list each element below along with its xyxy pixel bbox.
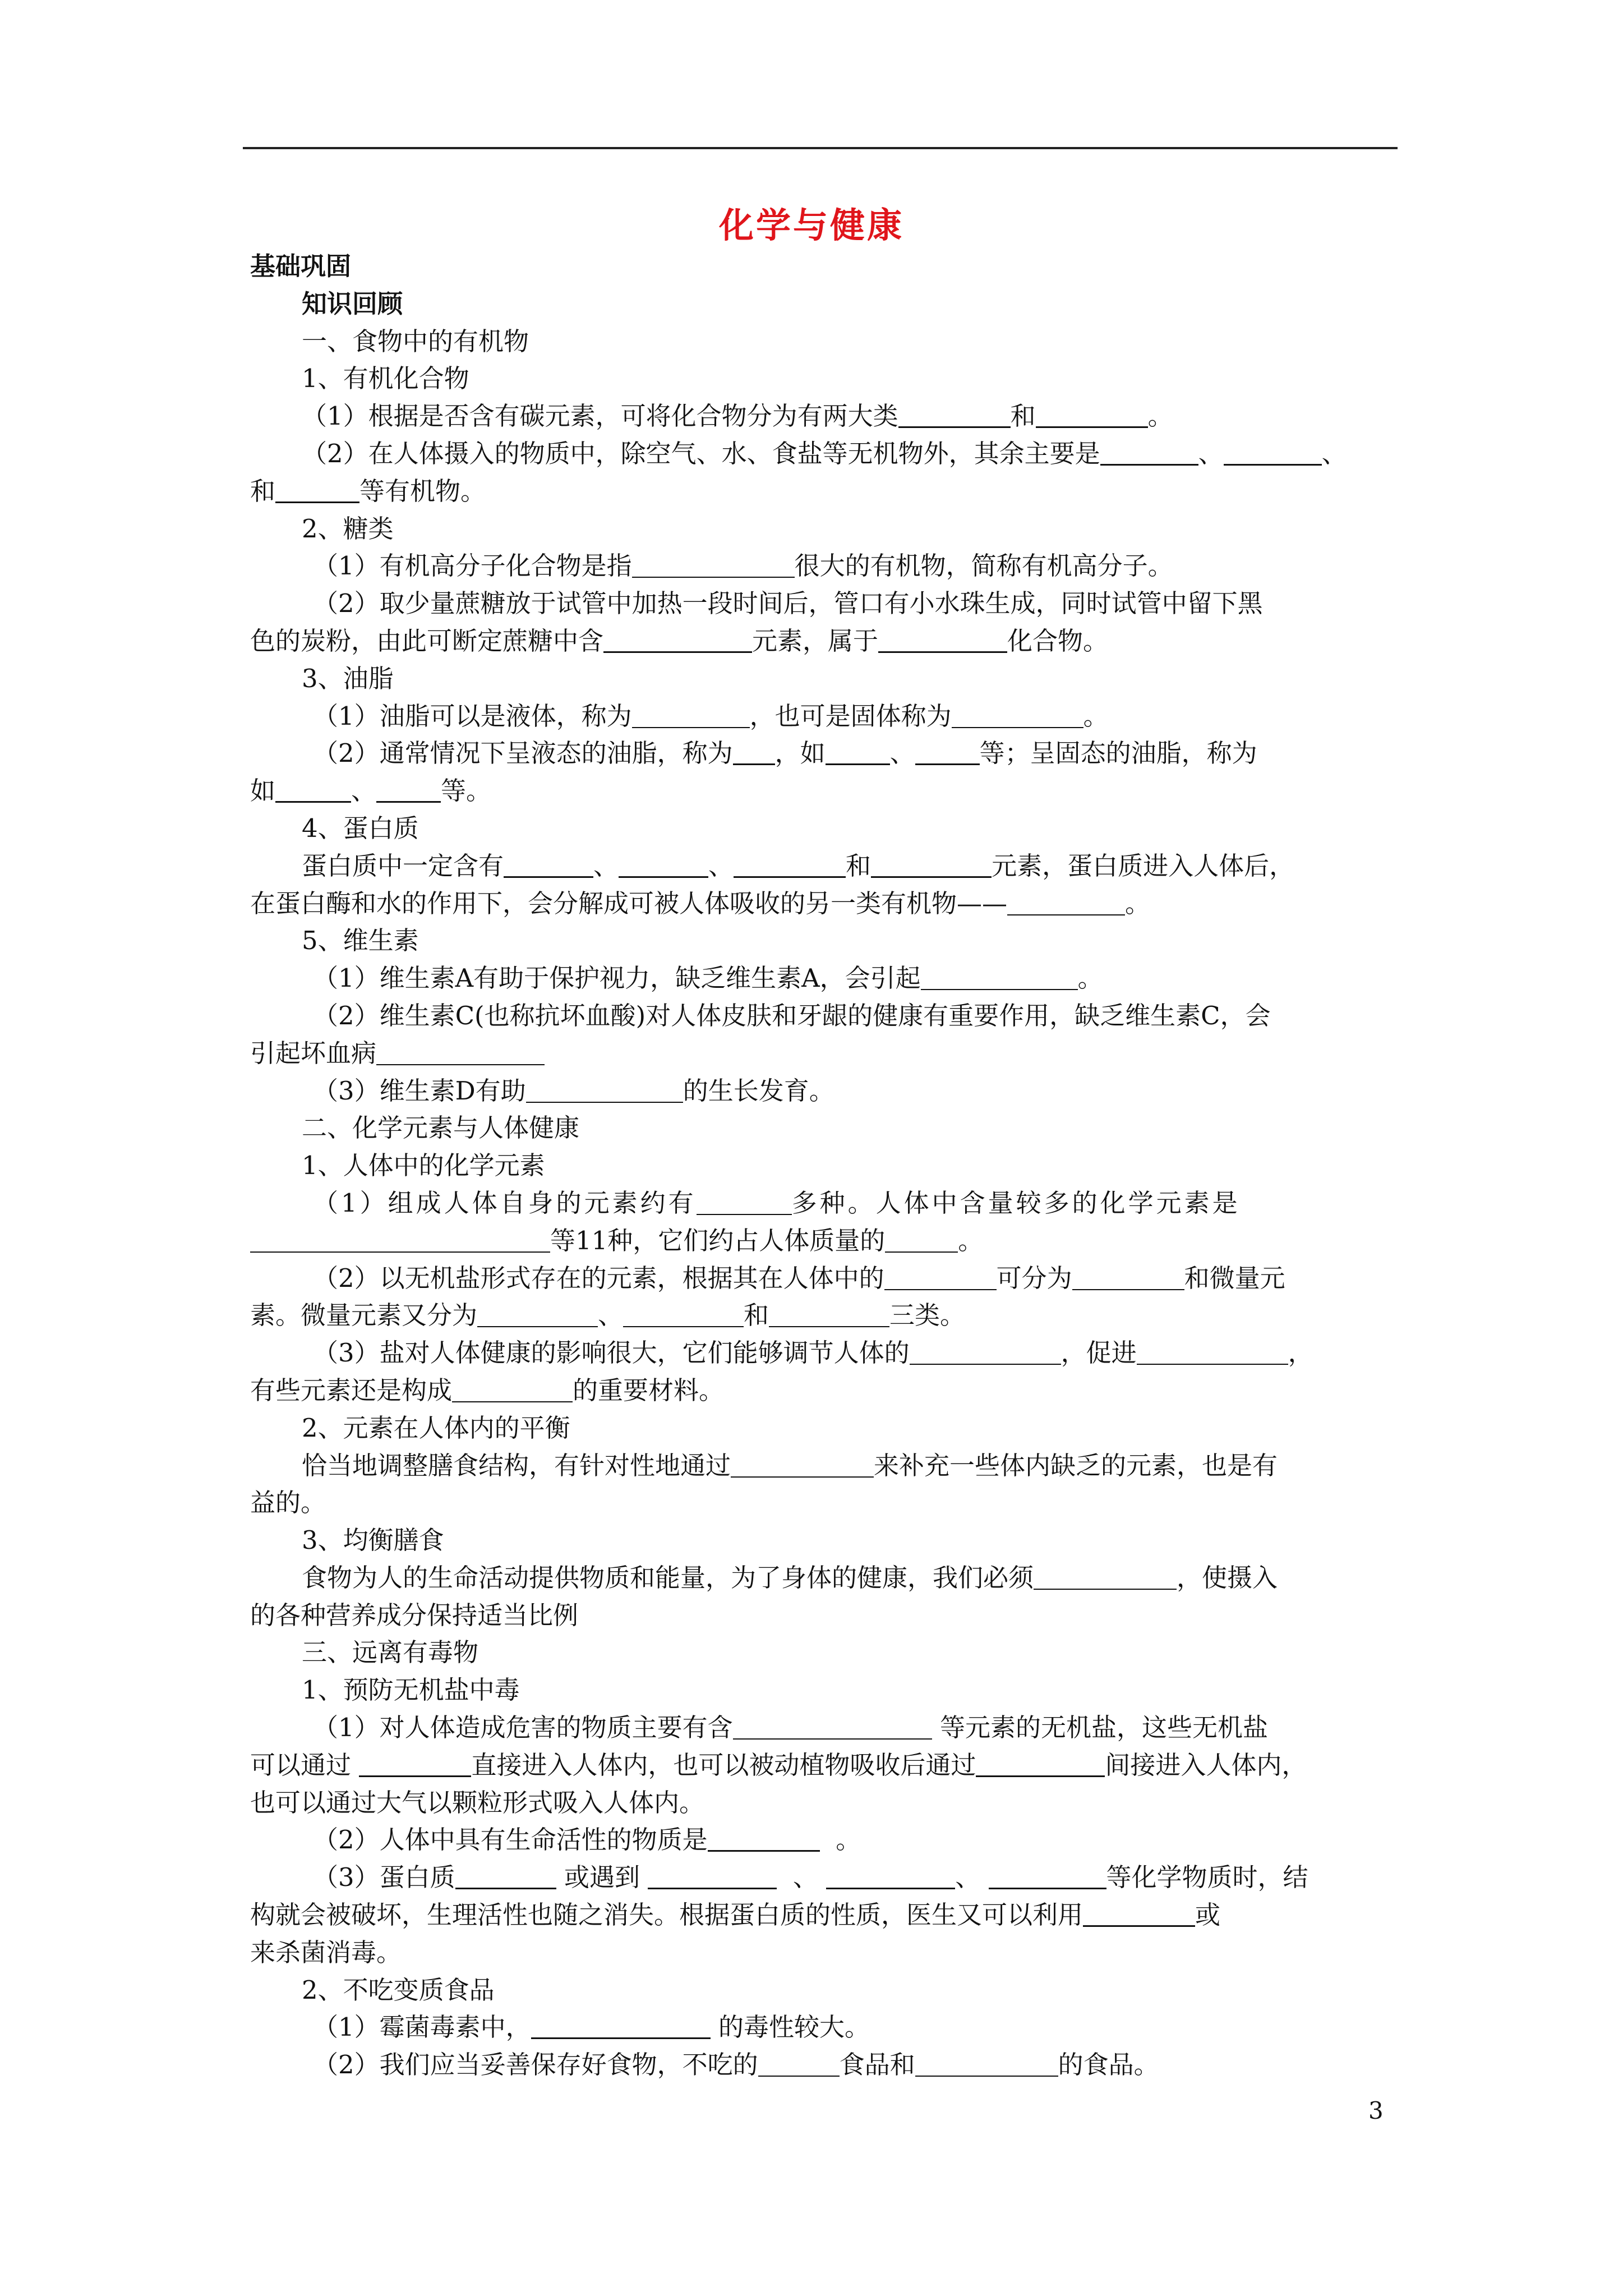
fill-blank[interactable]: [697, 1191, 792, 1215]
fill-blank[interactable]: [1007, 892, 1125, 915]
fill-blank[interactable]: [1224, 441, 1322, 466]
text-line: （1）组成人体自身的元素约有 多种。人体中含量较多的化学元素是: [313, 1188, 1241, 1218]
fill-blank[interactable]: [1083, 1903, 1195, 1927]
fill-blank[interactable]: [758, 2053, 840, 2077]
text-line: （1）根据是否含有碳元素，可将化合物分为有两大类 和 。: [302, 401, 1173, 431]
text-line: （3）蛋白质 或遇到 、 、 等化学物质时，结: [313, 1862, 1308, 1893]
text-line: （3）盐对人体健康的影响很大，它们能够调节人体的 ，促进 ，: [313, 1338, 1313, 1368]
text-line: 2、不吃变质食品: [302, 1975, 495, 2005]
fill-blank[interactable]: [632, 705, 750, 728]
text-line: 有些元素还是构成 的重要材料。: [250, 1375, 725, 1405]
subheading: 知识回顾: [302, 288, 403, 319]
text-line: 1、有机化合物: [302, 364, 469, 394]
fill-blank[interactable]: [826, 741, 890, 765]
section-heading: 基础巩固: [250, 251, 352, 281]
fill-blank[interactable]: [898, 404, 1011, 428]
text-line: 1、人体中的化学元素: [302, 1151, 545, 1181]
fill-blank[interactable]: [477, 1304, 598, 1327]
text-line: 也可以通过大气以颗粒形式吸入人体内。: [250, 1787, 705, 1818]
text-line: （2）我们应当妥善保存好食物，不吃的 食品和 的食品。: [313, 2050, 1159, 2080]
fill-blank[interactable]: [1100, 441, 1198, 466]
fill-blank[interactable]: [921, 967, 1078, 990]
fill-blank[interactable]: [623, 1304, 744, 1327]
text-line: 2、糖类: [302, 513, 394, 544]
text-line: 益的。: [250, 1488, 326, 1518]
text-line: 引起坏血病: [250, 1035, 1394, 1073]
fill-blank[interactable]: [910, 1341, 1061, 1365]
text-line: 恰当地调整膳食结构，有针对性地通过 来补充一些体内缺乏的元素，也是有: [302, 1450, 1278, 1480]
text-line: （2）维生素C(也称抗坏血酸)对人体皮肤和牙龈的健康有重要作用，缺乏维生素C，会: [313, 1000, 1271, 1030]
fill-blank[interactable]: [455, 1865, 556, 1889]
fill-blank[interactable]: [648, 1865, 777, 1889]
text-line: 2、元素在人体内的平衡: [302, 1412, 570, 1443]
fill-blank[interactable]: [731, 1454, 874, 1478]
text-line: 素。微量元素又分为 、 和 三类。: [250, 1300, 966, 1331]
fill-blank[interactable]: [619, 854, 708, 878]
fill-blank[interactable]: [275, 779, 351, 803]
fill-blank[interactable]: [531, 2015, 711, 2039]
fill-blank[interactable]: [826, 1865, 955, 1889]
text-line: （3）维生素D有助 的生长发育。: [313, 1075, 834, 1106]
fill-blank[interactable]: [878, 629, 1007, 653]
text-line: （2）人体中具有生命活性的物质是 。: [313, 1825, 861, 1855]
text-line: 来杀菌消毒。: [250, 1937, 402, 1967]
text-line: 可以通过 直接进入人体内，也可以被动植物吸收后通过 间接进入人体内，: [250, 1750, 1307, 1780]
text-line: 等11种，它们约占人体质量的 。: [250, 1222, 1394, 1260]
text-line: （1）维生素A有助于保护视力，缺乏维生素A，会引起 。: [313, 963, 1103, 993]
text-line: 的各种营养成分保持适当比例: [250, 1600, 579, 1630]
fill-blank[interactable]: [733, 1716, 932, 1740]
text-line: 食物为人的生命活动提供物质和能量，为了身体的健康，我们必须 ，使摄入: [302, 1562, 1278, 1593]
text-line: （2）以无机盐形式存在的元素，根据其在人体中的 可分为 和微量元: [313, 1263, 1285, 1293]
page-number: 3: [1368, 2097, 1384, 2124]
fill-blank[interactable]: [708, 1828, 820, 1852]
text-line: 一、食物中的有机物: [302, 326, 529, 356]
fill-blank[interactable]: [976, 1753, 1105, 1777]
text-line: 构就会被破坏，生理活性也随之消失。根据蛋白质的性质，医生又可以利用 或: [250, 1900, 1221, 1930]
text-line: 如 、 等。: [250, 776, 492, 806]
text-line: 三、远离有毒物: [302, 1637, 479, 1668]
text-line: 1、预防无机盐中毒: [302, 1675, 520, 1705]
fill-blank[interactable]: [952, 705, 1083, 728]
text-line: 3、均衡膳食: [302, 1525, 444, 1556]
fill-blank[interactable]: [884, 1267, 997, 1290]
fill-blank[interactable]: [250, 1229, 550, 1253]
worksheet-body: [250, 248, 1394, 2084]
text-line: 5、维生素: [302, 926, 419, 956]
text-line: （1）对人体造成危害的物质主要有含 等元素的无机盐，这些无机盐: [313, 1713, 1268, 1743]
fill-blank[interactable]: [376, 1042, 545, 1065]
fill-blank[interactable]: [885, 1229, 958, 1253]
header-rule: [243, 147, 1398, 149]
text-line: 4、蛋白质: [302, 813, 419, 843]
text-line: 二、化学元素与人体健康: [302, 1113, 580, 1143]
text-line: 在蛋白酶和水的作用下，会分解成可被人体吸收的另一类有机物—— 。: [250, 888, 1151, 918]
fill-blank[interactable]: [504, 854, 593, 878]
fill-blank[interactable]: [376, 779, 441, 803]
text-line: （1）有机高分子化合物是指 很大的有机物，简称有机高分子。: [313, 551, 1173, 581]
text-line: （2）取少量蔗糖放于试管中加热一段时间后，管口有小水珠生成，同时试管中留下黑: [313, 588, 1263, 619]
fill-blank[interactable]: [915, 741, 980, 765]
text-line: （1）油脂可以是液体，称为 ，也可是固体称为 。: [313, 701, 1109, 731]
text-line: 和 等有机物。: [250, 476, 486, 506]
fill-blank[interactable]: [359, 1753, 471, 1777]
text-line: （1）霉菌毒素中， 的毒性较大。: [313, 2012, 870, 2042]
fill-blank[interactable]: [603, 629, 752, 653]
fill-blank[interactable]: [1072, 1267, 1184, 1290]
fill-blank[interactable]: [275, 479, 359, 503]
fill-blank[interactable]: [989, 1865, 1106, 1889]
fill-blank[interactable]: [452, 1379, 573, 1402]
fill-blank[interactable]: [1036, 404, 1148, 428]
text-line: （2）通常情况下呈液态的油脂，称为 ，如 、 等；呈固态的油脂，称为: [313, 738, 1257, 769]
fill-blank[interactable]: [871, 854, 992, 878]
fill-blank[interactable]: [1034, 1566, 1177, 1590]
fill-blank[interactable]: [915, 2053, 1058, 2077]
fill-blank[interactable]: [632, 554, 795, 578]
fill-blank[interactable]: [1137, 1341, 1288, 1365]
text-line: （2）在人体摄入的物质中，除空气、水、食盐等无机物外，其余主要是 、 、: [302, 438, 1347, 468]
text-line: 蛋白质中一定含有 、 、 和 元素，蛋白质进入人体后，: [302, 850, 1295, 881]
fill-blank[interactable]: [526, 1079, 683, 1103]
fill-blank[interactable]: [769, 1304, 889, 1327]
fill-blank[interactable]: [734, 854, 846, 878]
text-line: 色的炭粉，由此可断定蔗糖中含 元素，属于 化合物。: [250, 625, 1109, 656]
page-title: 化学与健康: [718, 205, 904, 246]
fill-blank[interactable]: [733, 741, 775, 765]
text-line: 3、油脂: [302, 663, 394, 693]
